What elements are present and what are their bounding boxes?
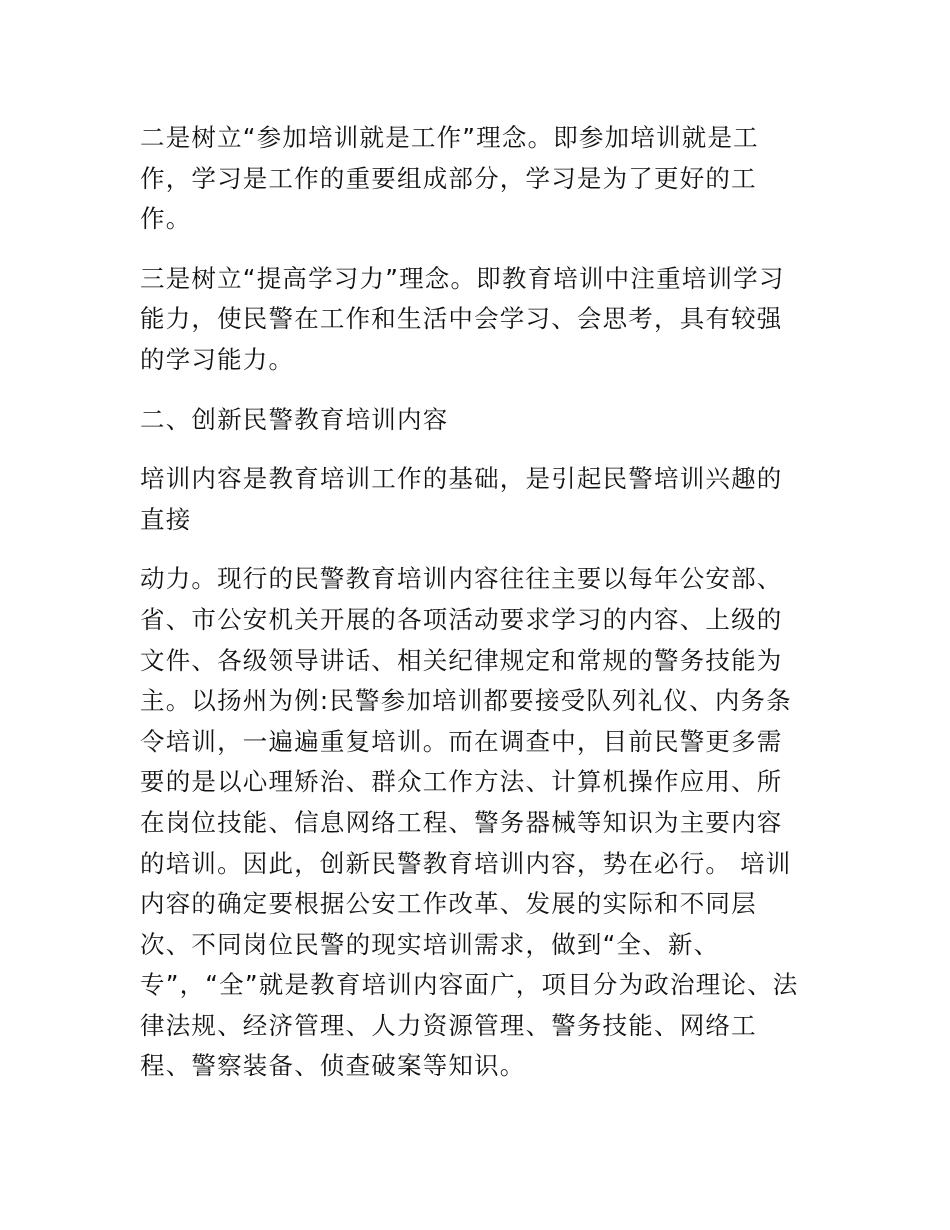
paragraph-learning-ability: 三是树立“提高学习力”理念。即教育培训中注重培训学习能力，使民警在工作和生活中会学习、会思考，具有较强的学习能力。: [140, 263, 785, 374]
paragraph-current-training-content: 动力。现行的民警教育培训内容往往主要以每年公安部、省、市公安机关开展的各项活动要求学习的内容、上级的文件、各级领导讲话、相关纪律规定和常规的警务技能为主。以扬州为例:民警参加培训都要接受队列礼仪、内务条令培训，一遍遍重复培训。而在调查中，目前民警更多需要的是以心理矫治、群众工作方法、计算机操作应用、所在岗位技能、信息网络工程、警务器械等知识为主要内容的培训。因此，创新民警教育培训内容，势在必行。 培训内容的确定要根据公安工作改革、发展的实际和不同层次、不同岗位民警的现实培训需求，做到“全、新、专”，“全”就是教育培训内容面广，项目分为政治理论、法律法规、经济管理、人力资源管理、警务技能、网络工程、警察装备、侦查破案等知识。: [140, 564, 799, 1081]
paragraph-training-as-work: 二是树立“参加培训就是工作”理念。即参加培训就是工作，学习是工作的重要组成部分，学习是为了更好的工作。: [140, 123, 759, 234]
section-heading: 二、创新民警教育培训内容: [140, 404, 449, 434]
paragraph-content-foundation: 培训内容是教育培训工作的基础，是引起民警培训兴趣的直接: [140, 464, 783, 534]
document-page: [140, 118, 805, 1106]
